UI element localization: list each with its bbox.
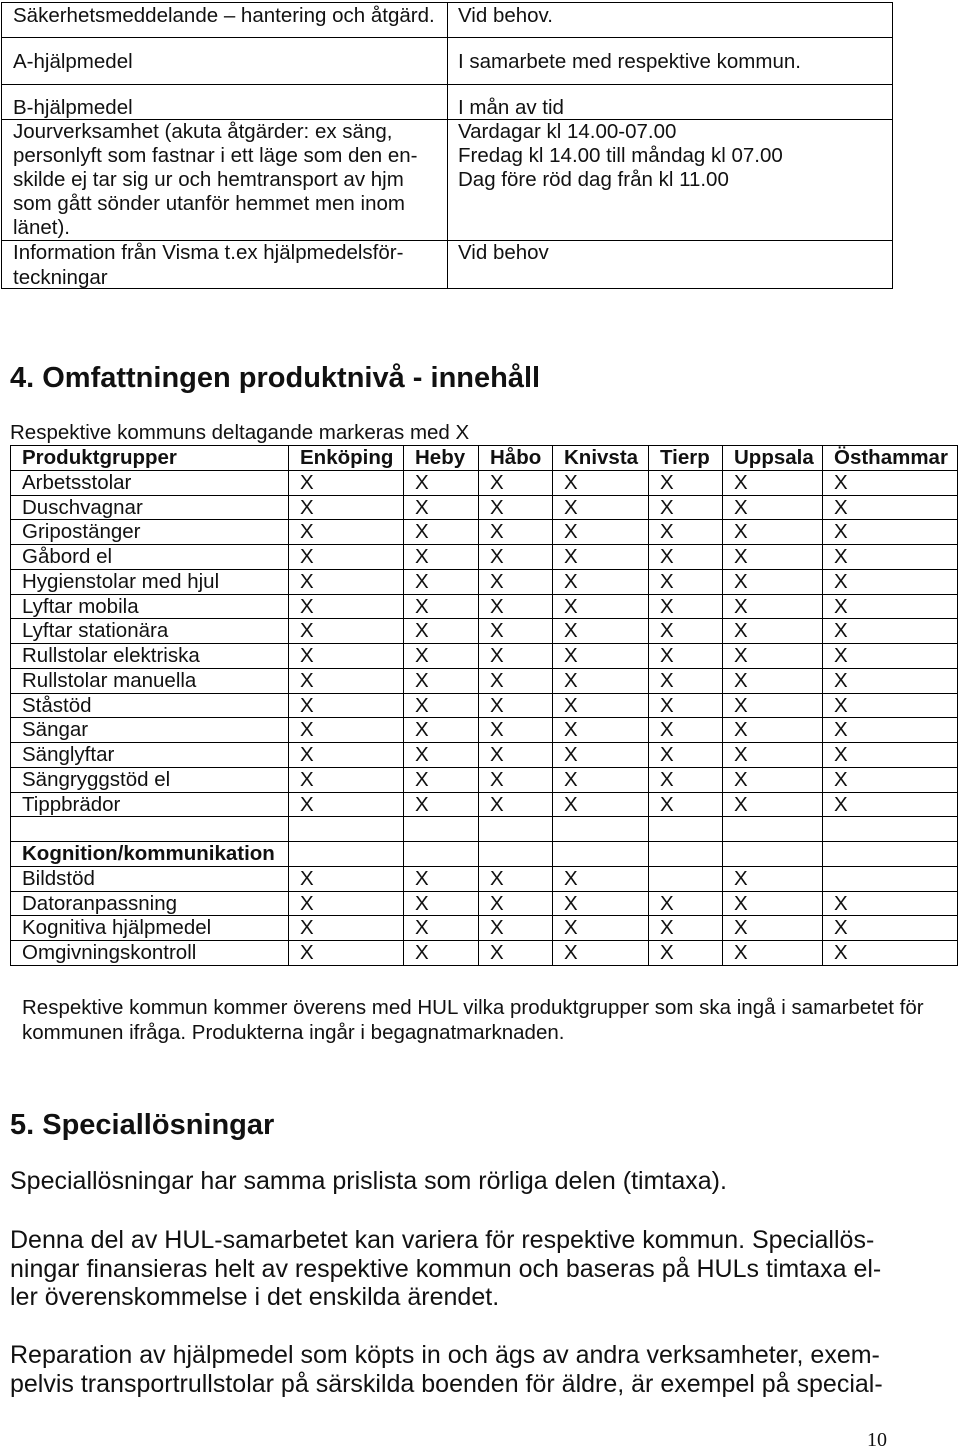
empty-cell — [404, 817, 479, 842]
participation-mark-cell: X — [823, 718, 958, 743]
participation-mark-cell: X — [404, 570, 479, 595]
participation-mark-cell: X — [649, 520, 723, 545]
participation-mark-cell: X — [723, 694, 823, 719]
participation-mark-cell: X — [404, 694, 479, 719]
note-line: Respektive kommun kommer överens med HUL vilka produktgrupper som ska ingå i samarbetet för — [22, 996, 924, 1019]
activity-cell — [2, 241, 448, 288]
activity-cell — [2, 3, 448, 37]
product-group-cell: Sänglyftar — [11, 743, 289, 768]
participation-mark-cell: X — [723, 743, 823, 768]
empty-cell — [823, 842, 958, 867]
availability-cell — [448, 241, 892, 288]
participation-mark-cell: X — [289, 867, 404, 892]
participation-mark-cell: X — [649, 595, 723, 620]
participation-mark-cell: X — [649, 570, 723, 595]
empty-cell — [479, 817, 553, 842]
empty-cell — [289, 817, 404, 842]
participation-mark-cell: X — [553, 570, 649, 595]
participation-mark-cell: X — [723, 768, 823, 793]
participation-mark-cell: X — [404, 545, 479, 570]
activity-cell — [2, 120, 448, 240]
cell-line: Vardagar kl 14.00-07.00 — [458, 120, 677, 143]
product-group-cell: Sängar — [11, 718, 289, 743]
participation-mark-cell: X — [289, 644, 404, 669]
participation-mark-cell: X — [479, 793, 553, 818]
participation-mark-cell: X — [404, 941, 479, 966]
empty-cell — [649, 842, 723, 867]
table-row — [11, 941, 958, 966]
participation-mark-cell: X — [479, 669, 553, 694]
participation-mark-cell: X — [289, 694, 404, 719]
empty-cell — [723, 842, 823, 867]
section-4-heading: 4. Omfattningen produktnivå - innehåll — [10, 362, 541, 394]
paragraph-line: Denna del av HUL-samarbetet kan variera för respektive kommun. Speciallös- — [10, 1226, 875, 1254]
cell-line: Jourverksamhet (akuta åtgärder: ex säng, — [13, 120, 393, 143]
cell-line: Vid behov — [458, 241, 549, 264]
participation-mark-cell: X — [289, 520, 404, 545]
participation-mark-cell: X — [723, 496, 823, 521]
participation-mark-cell: X — [479, 743, 553, 768]
participation-mark-cell: X — [823, 471, 958, 496]
participation-mark-cell: X — [289, 570, 404, 595]
participation-mark-cell: X — [289, 496, 404, 521]
table-intro-text: Respektive kommuns deltagande markeras med X — [10, 421, 470, 444]
empty-cell — [649, 817, 723, 842]
cell-line: som gått sönder utanför hemmet men inom — [13, 192, 405, 216]
cell-line: Dag före röd dag från kl 11.00 — [458, 168, 729, 192]
participation-mark-cell: X — [823, 768, 958, 793]
participation-mark-cell: X — [289, 718, 404, 743]
table-row — [11, 743, 958, 768]
participation-mark-cell: X — [649, 644, 723, 669]
participation-mark-cell: X — [479, 941, 553, 966]
group-title-row — [11, 842, 958, 867]
participation-mark-cell: X — [404, 496, 479, 521]
participation-mark-cell: X — [289, 793, 404, 818]
product-group-cell: Tippbrädor — [11, 793, 289, 818]
cell-line: Information från Visma t.ex hjälpmedelsför- — [13, 241, 404, 264]
availability-cell — [448, 38, 892, 84]
empty-cell — [553, 842, 649, 867]
availability-cell — [448, 120, 892, 240]
cell-line: personlyft som fastnar i ett läge som den en- — [13, 144, 418, 168]
cell-line: Vid behov. — [458, 4, 553, 27]
table-row — [11, 867, 958, 892]
participation-mark-cell: X — [553, 694, 649, 719]
participation-mark-cell: X — [649, 669, 723, 694]
table-row — [11, 892, 958, 917]
section-5-heading: 5. Speciallösningar — [10, 1109, 275, 1141]
participation-mark-cell — [823, 867, 958, 892]
paragraph — [10, 1341, 883, 1398]
participation-mark-cell: X — [479, 718, 553, 743]
participation-mark-cell: X — [649, 694, 723, 719]
participation-mark-cell: X — [553, 595, 649, 620]
paragraph-line: pelvis transportrullstolar på särskilda boenden för äldre, är exempel på special- — [10, 1369, 883, 1398]
product-group-cell: Gåbord el — [11, 545, 289, 570]
participation-mark-cell: X — [723, 669, 823, 694]
participation-mark-cell: X — [823, 793, 958, 818]
product-group-cell: Arbetsstolar — [11, 471, 289, 496]
column-header-municipality: Håbo — [479, 446, 553, 471]
participation-mark-cell: X — [823, 496, 958, 521]
participation-mark-cell: X — [553, 867, 649, 892]
participation-mark-cell: X — [479, 916, 553, 941]
cell-line: B-hjälpmedel — [13, 96, 133, 119]
participation-mark-cell: X — [404, 471, 479, 496]
participation-mark-cell: X — [404, 867, 479, 892]
participation-mark-cell: X — [404, 768, 479, 793]
participation-mark-cell: X — [823, 619, 958, 644]
table-body — [11, 471, 958, 966]
participation-mark-cell: X — [553, 718, 649, 743]
participation-mark-cell: X — [553, 496, 649, 521]
table-row — [11, 644, 958, 669]
participation-mark-cell: X — [404, 644, 479, 669]
participation-mark-cell: X — [289, 595, 404, 620]
empty-cell — [11, 817, 289, 842]
participation-mark-cell: X — [553, 545, 649, 570]
participation-mark-cell: X — [553, 793, 649, 818]
participation-mark-cell: X — [479, 471, 553, 496]
product-group-table — [10, 445, 958, 966]
participation-mark-cell: X — [479, 570, 553, 595]
participation-mark-cell: X — [553, 768, 649, 793]
participation-mark-cell: X — [479, 694, 553, 719]
participation-mark-cell: X — [823, 595, 958, 620]
participation-mark-cell: X — [479, 496, 553, 521]
cell-line: skilde ej tar sig ur och hemtransport av hjm — [13, 168, 404, 192]
product-group-cell: Lyftar mobila — [11, 595, 289, 620]
participation-mark-cell: X — [289, 545, 404, 570]
column-header-product-groups: Produktgrupper — [11, 446, 289, 471]
cell-line: I mån av tid — [458, 96, 564, 119]
product-group-cell: Rullstolar manuella — [11, 669, 289, 694]
participation-mark-cell: X — [649, 496, 723, 521]
participation-mark-cell: X — [404, 595, 479, 620]
product-group-cell: Sängryggstöd el — [11, 768, 289, 793]
empty-cell — [289, 842, 404, 867]
column-header-municipality: Enköping — [289, 446, 404, 471]
cell-line: länet). — [13, 216, 70, 240]
product-group-cell: Kognitiva hjälpmedel — [11, 916, 289, 941]
participation-mark-cell: X — [404, 669, 479, 694]
participation-mark-cell: X — [723, 867, 823, 892]
participation-mark-cell: X — [823, 545, 958, 570]
group-title-cell: Kognition/kommunikation — [11, 842, 289, 867]
table-row — [11, 793, 958, 818]
participation-mark-cell: X — [723, 718, 823, 743]
product-group-cell: Duschvagnar — [11, 496, 289, 521]
table-note — [22, 995, 924, 1045]
page-number: 10 — [867, 1429, 887, 1451]
participation-mark-cell: X — [479, 595, 553, 620]
participation-mark-cell: X — [823, 570, 958, 595]
participation-mark-cell: X — [649, 768, 723, 793]
participation-mark-cell: X — [723, 520, 823, 545]
availability-cell — [448, 3, 892, 37]
column-header-municipality: Östhammar — [823, 446, 958, 471]
participation-mark-cell: X — [553, 520, 649, 545]
participation-mark-cell: X — [289, 916, 404, 941]
participation-mark-cell: X — [649, 718, 723, 743]
participation-mark-cell: X — [649, 545, 723, 570]
participation-mark-cell: X — [649, 743, 723, 768]
participation-mark-cell: X — [823, 644, 958, 669]
participation-mark-cell: X — [404, 793, 479, 818]
product-group-cell: Datoranpassning — [11, 892, 289, 917]
participation-mark-cell: X — [553, 916, 649, 941]
participation-mark-cell: X — [289, 743, 404, 768]
paragraph-line: Speciallösningar har samma prislista som rörliga delen (timtaxa). — [10, 1167, 727, 1195]
table-row — [11, 520, 958, 545]
info-row — [2, 241, 892, 288]
column-header-municipality: Tierp — [649, 446, 723, 471]
participation-mark-cell: X — [404, 520, 479, 545]
participation-mark-cell: X — [553, 743, 649, 768]
table-row — [11, 718, 958, 743]
participation-mark-cell — [649, 867, 723, 892]
product-group-cell: Rullstolar elektriska — [11, 644, 289, 669]
participation-mark-cell: X — [553, 619, 649, 644]
participation-mark-cell: X — [553, 892, 649, 917]
empty-cell — [479, 842, 553, 867]
participation-mark-cell: X — [723, 619, 823, 644]
spacer-row — [11, 817, 958, 842]
cell-line: I samarbete med respektive kommun. — [458, 50, 801, 73]
participation-mark-cell: X — [723, 545, 823, 570]
table-row — [11, 545, 958, 570]
info-row — [2, 120, 892, 241]
paragraph-line: ler överenskommelse i det enskilda ärendet. — [10, 1283, 500, 1311]
participation-mark-cell: X — [289, 768, 404, 793]
table-row — [11, 471, 958, 496]
participation-mark-cell: X — [479, 520, 553, 545]
participation-mark-cell: X — [289, 471, 404, 496]
participation-mark-cell: X — [553, 669, 649, 694]
table-row — [11, 916, 958, 941]
participation-mark-cell: X — [479, 892, 553, 917]
participation-mark-cell: X — [823, 694, 958, 719]
participation-mark-cell: X — [479, 867, 553, 892]
product-group-cell: Hygienstolar med hjul — [11, 570, 289, 595]
participation-mark-cell: X — [723, 892, 823, 917]
participation-mark-cell: X — [823, 743, 958, 768]
table-row — [11, 669, 958, 694]
participation-mark-cell: X — [823, 941, 958, 966]
participation-mark-cell: X — [404, 892, 479, 917]
cell-line: Fredag kl 14.00 till måndag kl 07.00 — [458, 144, 783, 168]
info-row — [2, 38, 892, 85]
product-group-cell: Ståstöd — [11, 694, 289, 719]
info-row — [2, 85, 892, 120]
participation-mark-cell: X — [823, 669, 958, 694]
table-row — [11, 496, 958, 521]
product-group-cell: Gripostänger — [11, 520, 289, 545]
table-row — [11, 694, 958, 719]
participation-mark-cell: X — [553, 644, 649, 669]
participation-mark-cell: X — [649, 471, 723, 496]
participation-mark-cell: X — [649, 892, 723, 917]
paragraph — [10, 1226, 881, 1312]
participation-mark-cell: X — [723, 644, 823, 669]
participation-mark-cell: X — [289, 669, 404, 694]
table-row — [11, 768, 958, 793]
empty-cell — [723, 817, 823, 842]
paragraph-line: ningar finansieras helt av respektive kommun och baseras på HULs timtaxa el- — [10, 1254, 882, 1283]
participation-mark-cell: X — [823, 916, 958, 941]
participation-mark-cell: X — [404, 916, 479, 941]
activity-cell — [2, 38, 448, 84]
participation-mark-cell: X — [723, 595, 823, 620]
participation-mark-cell: X — [289, 619, 404, 644]
table-row — [11, 595, 958, 620]
participation-mark-cell: X — [404, 743, 479, 768]
participation-mark-cell: X — [649, 793, 723, 818]
participation-mark-cell: X — [823, 520, 958, 545]
participation-mark-cell: X — [404, 619, 479, 644]
availability-cell — [448, 85, 892, 119]
cell-line: Säkerhetsmeddelande – hantering och åtgärd. — [13, 4, 435, 27]
product-group-cell: Omgivningskontroll — [11, 941, 289, 966]
participation-mark-cell: X — [479, 619, 553, 644]
participation-mark-cell: X — [723, 793, 823, 818]
product-group-cell: Bildstöd — [11, 867, 289, 892]
participation-mark-cell: X — [404, 718, 479, 743]
participation-mark-cell: X — [553, 471, 649, 496]
participation-mark-cell: X — [479, 644, 553, 669]
participation-mark-cell: X — [289, 941, 404, 966]
activity-cell — [2, 85, 448, 119]
empty-cell — [404, 842, 479, 867]
empty-cell — [553, 817, 649, 842]
column-header-municipality: Knivsta — [553, 446, 649, 471]
table-header-row — [11, 446, 958, 471]
table-row — [11, 570, 958, 595]
participation-mark-cell: X — [479, 768, 553, 793]
participation-mark-cell: X — [479, 545, 553, 570]
participation-mark-cell: X — [649, 941, 723, 966]
cell-line: A-hjälpmedel — [13, 50, 133, 73]
participation-mark-cell: X — [723, 941, 823, 966]
product-group-cell: Lyftar stationära — [11, 619, 289, 644]
column-header-municipality: Heby — [404, 446, 479, 471]
participation-mark-cell: X — [649, 619, 723, 644]
participation-mark-cell: X — [649, 916, 723, 941]
info-row — [2, 3, 892, 38]
participation-mark-cell: X — [723, 916, 823, 941]
note-line: kommunen ifråga. Produkterna ingår i begagnatmarknaden. — [22, 1021, 565, 1044]
column-header-municipality: Uppsala — [723, 446, 823, 471]
paragraph-line: Reparation av hjälpmedel som köpts in och ägs av andra verksamheter, exem- — [10, 1341, 880, 1369]
participation-mark-cell: X — [553, 941, 649, 966]
participation-mark-cell: X — [289, 892, 404, 917]
participation-mark-cell: X — [723, 471, 823, 496]
cell-line: teckningar — [13, 265, 108, 289]
participation-mark-cell: X — [823, 892, 958, 917]
service-hours-table — [1, 2, 893, 289]
table-row — [11, 619, 958, 644]
paragraph — [10, 1167, 727, 1196]
empty-cell — [823, 817, 958, 842]
participation-mark-cell: X — [723, 570, 823, 595]
